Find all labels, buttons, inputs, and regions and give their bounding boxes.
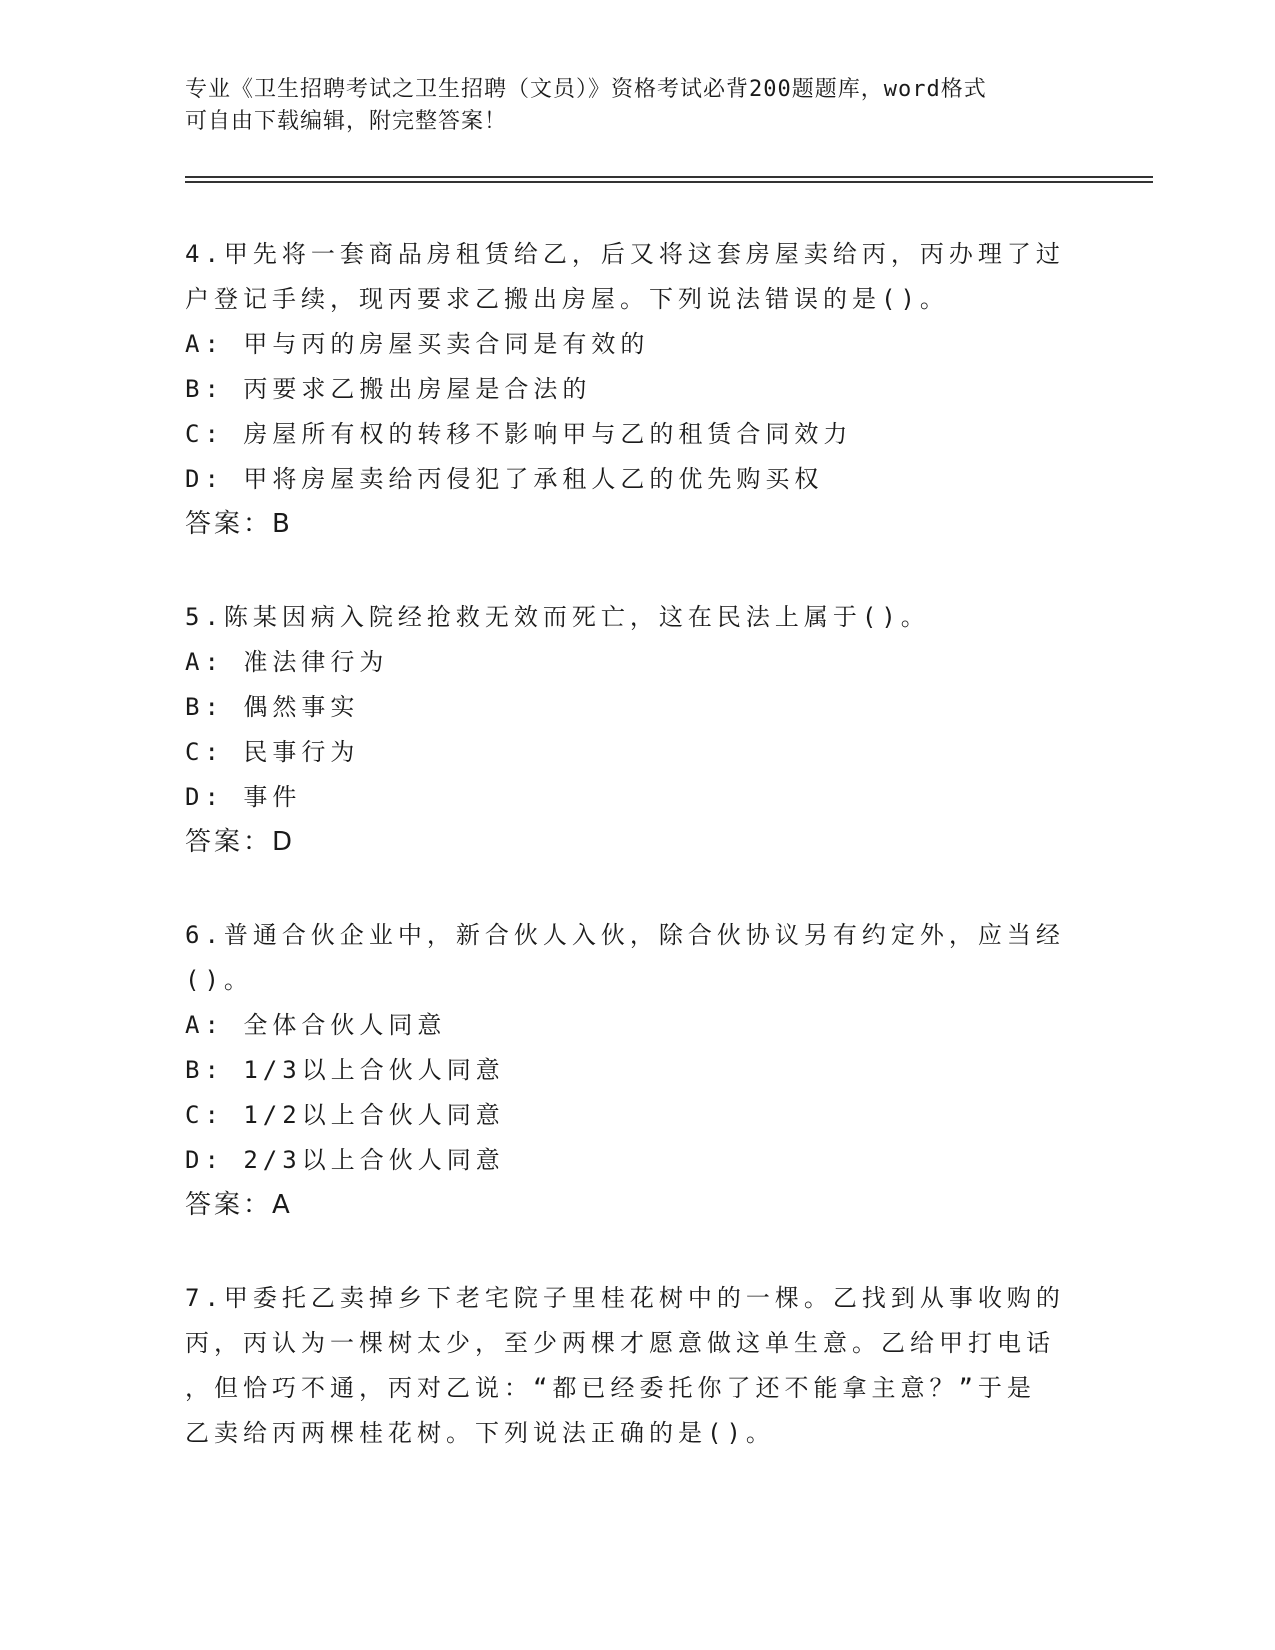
option-text: 1/2以上合伙人同意 [243,1101,505,1129]
question-text-line: 7.甲委托乙卖掉乡下老宅院子里桂花树中的一棵。乙找到从事收购的 [185,1284,1065,1312]
option-key: C: [185,738,244,766]
document-header [185,74,1065,138]
question-text-line: 户登记手续，现丙要求乙搬出房屋。下列说法错误的是()。 [185,285,949,313]
option-key: A: [185,648,244,676]
question-list [185,232,1085,1456]
option-key: D: [185,783,244,811]
option-key: B: [185,1056,244,1084]
option-text: 偶然事实 [243,693,360,721]
option-text: 准法律行为 [243,648,389,676]
option-c [185,412,1085,457]
header-divider-bottom [185,181,1153,183]
option-key: D: [185,1146,244,1174]
option-b [185,367,1085,412]
option-key: A: [185,1011,244,1039]
option-text: 1/3以上合伙人同意 [243,1056,505,1084]
option-text: 事件 [243,783,302,811]
option-d [185,775,1085,820]
question-text-line: ，但恰巧不通，丙对乙说：“都已经委托你了还不能拿主意？”于是 [185,1374,1036,1402]
option-key: C: [185,420,244,448]
option-b [185,1048,1085,1093]
option-a [185,322,1085,367]
option-key: D: [185,465,244,493]
option-d [185,1138,1085,1183]
option-a [185,640,1085,685]
question-text-line: ()。 [185,966,253,994]
question-text-line: 4.甲先将一套商品房租赁给乙，后又将这套房屋卖给丙，丙办理了过 [185,240,1065,268]
option-d [185,457,1085,502]
option-b [185,685,1085,730]
option-key: B: [185,375,244,403]
question-text-line: 丙，丙认为一棵树太少，至少两棵才愿意做这单生意。乙给甲打电话 [185,1329,1055,1357]
option-key: A: [185,330,244,358]
question-text-line: 5.陈某因病入院经抢救无效而死亡，这在民法上属于()。 [185,603,930,631]
option-text: 全体合伙人同意 [243,1011,447,1039]
question-4 [185,232,1085,547]
question-6 [185,913,1085,1228]
option-a [185,1003,1085,1048]
option-text: 民事行为 [243,738,360,766]
option-text: 2/3以上合伙人同意 [243,1146,505,1174]
header-divider-top [185,176,1153,178]
answer-label: 答案：A [185,1190,293,1220]
question-7 [185,1276,1085,1456]
option-c [185,730,1085,775]
option-key: C: [185,1101,244,1129]
question-text-line: 6.普通合伙企业中，新合伙人入伙，除合伙协议另有约定外，应当经 [185,921,1065,949]
option-text: 甲与丙的房屋买卖合同是有效的 [243,330,650,358]
question-text-line: 乙卖给丙两棵桂花树。下列说法正确的是()。 [185,1419,775,1447]
question-5 [185,595,1085,865]
option-text: 甲将房屋卖给丙侵犯了承租人乙的优先购买权 [243,465,824,493]
option-text: 丙要求乙搬出房屋是合法的 [243,375,592,403]
option-text: 房屋所有权的转移不影响甲与乙的租赁合同效力 [243,420,853,448]
answer-label: 答案：D [185,827,296,857]
header-line-1: 专业《卫生招聘考试之卫生招聘（文员）》资格考试必背200题题库，word格式 [185,77,987,102]
answer-label: 答案：B [185,509,293,539]
option-c [185,1093,1085,1138]
header-line-2: 可自由下载编辑，附完整答案！ [185,109,508,134]
option-key: B: [185,693,244,721]
